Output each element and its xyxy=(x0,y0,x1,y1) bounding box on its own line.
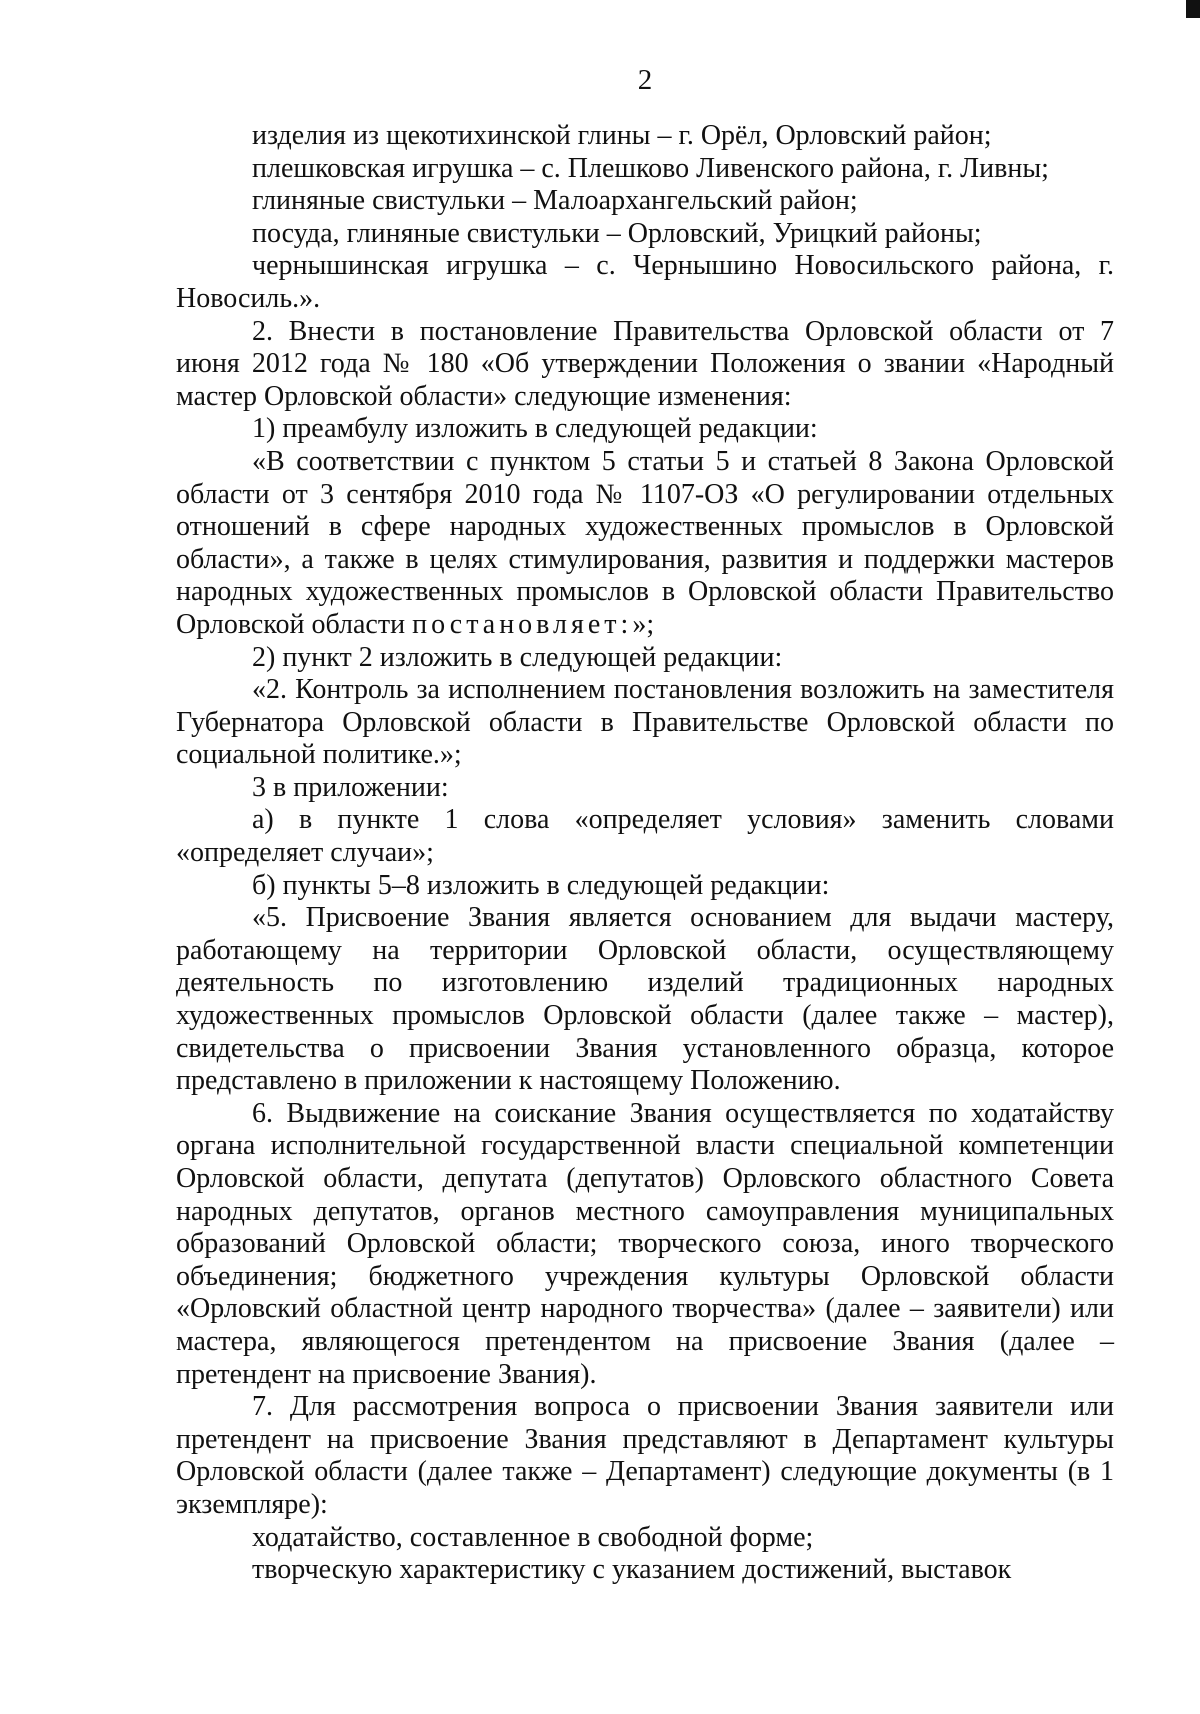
document-list-item: ходатайство, составленное в свободной форме; xyxy=(252,1521,814,1553)
subitem-3: 3 в приложении: xyxy=(252,771,449,803)
clause-6: 6. Выдвижение на соискание Звания осуществляется по ходатайству органа исполнительной государственной власти специальной компетенции Орловской области, депутата (депутатов) Орловского областного Совета народных депутатов, органов местного самоуправления муниципальных образований Орловской области; творческого союза, иного творческого объединения; бюджетного учреждения культуры Орловской области «Орловский областной центр народного творчества» (далее – заявители) или мастера, являющегося претендентом на присвоение Звания (далее – претендент на присвоение Звания). xyxy=(176,1097,1114,1390)
paragraph-2: 2. Внести в постановление Правительства Орловской области от 7 июня 2012 года № 180 «Об утверждении Положения о звании «Народный мастер Орловской области» следующие изменения: xyxy=(176,315,1114,412)
list-item: чернышинская игрушка – с. Чернышино Новосильского района, г. Новосиль.». xyxy=(176,250,1114,314)
scan-corner-mark xyxy=(1186,0,1200,18)
list-item: посуда, глиняные свистульки – Орловский, Урицкий районы; xyxy=(252,217,982,249)
document-body xyxy=(176,120,1114,1587)
control-clause: «2. Контроль за исполнением постановления возложить на заместителя Губернатора Орловской области в Правительстве Орловской области по социальной политике.»; xyxy=(176,674,1114,771)
list-item: плешковская игрушка – с. Плешково Ливенского района, г. Ливны; xyxy=(252,152,1049,184)
list-item: изделия из щекотихинской глины – г. Орёл, Орловский район; xyxy=(252,120,992,151)
subitem-1: 1) преамбулу изложить в следующей редакции: xyxy=(252,413,818,445)
preamble-text: «В соответствии с пунктом 5 статьи 5 и статьей 8 Закона Орловской области от 3 сентября 2010 года № 1107-ОЗ «О регулировании отдельных отношений в сфере народных художественных промыслов в Орловской области», а также в целях стимулирования, развития и поддержки мастеров народных художественных промыслов в Орловской области Правительство Орловской области xyxy=(176,445,1114,640)
page-number: 2 xyxy=(637,64,653,96)
preamble-quote xyxy=(176,446,1114,642)
document-list-item: творческую характеристику с указанием достижений, выставок xyxy=(252,1554,1012,1586)
preamble-closing: »; xyxy=(632,608,655,640)
clause-5: «5. Присвоение Звания является основанием для выдачи мастеру, работающему на территории Орловской области, осуществляющему деятельность по изготовлению изделий традиционных народных художественных промыслов Орловской области (далее также – мастер), свидетельства о присвоении Звания установленного образца, которое представлено в приложении к настоящему Положению. xyxy=(176,902,1114,1097)
resolves-word: постановляет: xyxy=(412,608,633,640)
subitem-2: 2) пункт 2 изложить в следующей редакции: xyxy=(252,641,783,673)
list-item: глиняные свистульки – Малоархангельский район; xyxy=(252,185,858,217)
subitem-b: б) пункты 5–8 изложить в следующей редакции: xyxy=(252,869,830,901)
clause-7: 7. Для рассмотрения вопроса о присвоении Звания заявители или претендент на присвоение Звания представляют в Департамент культуры Орловской области (далее также – Департамент) следующие документы (в 1 экземпляре): xyxy=(176,1391,1114,1520)
subitem-a: а) в пункте 1 слова «определяет условия» заменить словами «определяет случаи»; xyxy=(176,804,1114,869)
